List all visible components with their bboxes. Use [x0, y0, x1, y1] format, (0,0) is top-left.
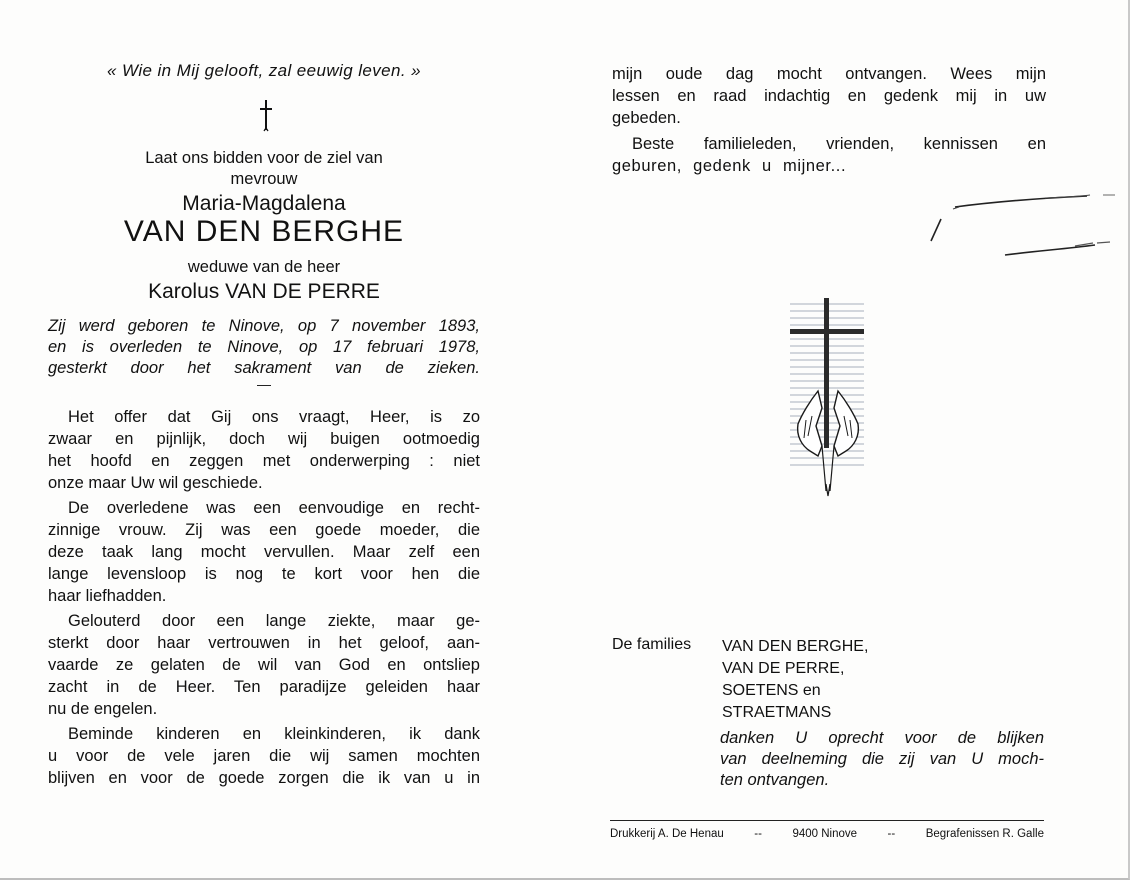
text-line: zinnige vrouw. Zij was een goede moeder, die — [48, 521, 480, 539]
funeral-director: Begrafenissen R. Galle — [925, 828, 1044, 840]
footer-rule — [610, 820, 1044, 821]
text-line: ten ontvangen. — [720, 771, 830, 789]
footer-dash: -- — [887, 828, 896, 840]
family-name: VAN DEN BERGHE, — [722, 638, 869, 655]
text-line: u voor de vele jaren die wij samen mochten — [48, 747, 480, 765]
text-line: onze maar Uw wil geschiede. — [48, 474, 263, 492]
families-list — [722, 636, 868, 724]
text-line: deze taak lang mocht vervullen. Maar zelf een — [48, 543, 480, 561]
text-line: zwaar en pijnlijk, doch wij buigen ootmoedig — [48, 430, 480, 448]
continuation-paragraph — [612, 63, 1046, 129]
text-line: geburen, gedenk u mijner... — [612, 157, 847, 175]
text-line: lange levensloop is nog te kort voor hen die — [48, 565, 480, 583]
date-line: gesterkt door het sakrament van de zieken. — [48, 359, 480, 377]
separator: — — [257, 376, 271, 392]
date-line: en is overleden te Ninove, op 17 februari 1978, — [48, 338, 480, 356]
footer-dash: -- — [754, 828, 762, 840]
family-name: SOETENS en — [722, 682, 821, 699]
title-word: mevrouw — [230, 170, 298, 188]
text-line: lessen en raad indachtig en gedenk mij in uw — [612, 87, 1046, 105]
handwritten-signature — [925, 185, 1120, 265]
printer-city: 9400 Ninove — [792, 828, 858, 840]
first-names: Maria-Magdalena — [182, 192, 346, 215]
motto: « Wie in Mij gelooft, zal eeuwig leven. » — [107, 61, 421, 80]
printer-footer — [610, 828, 1044, 840]
text-line: het hoofd en zeggen met onderwerping : niet — [48, 452, 480, 470]
surname: VAN DEN BERGHE — [123, 215, 405, 248]
dates-block — [48, 316, 480, 379]
date-line: Zij werd geboren te Ninove, op 7 november 1893, — [48, 317, 480, 335]
text-line: mijn oude dag mocht ontvangen. Wees mijn — [612, 65, 1046, 83]
printer-name: Drukkerij A. De Henau — [610, 828, 724, 840]
paragraph — [48, 723, 480, 789]
text-line: Beminde kinderen en kleinkinderen, ik dank — [68, 725, 480, 743]
family-name: STRAETMANS — [722, 704, 832, 721]
husband-name: Karolus VAN DE PERRE — [148, 280, 380, 303]
paragraph — [48, 406, 480, 494]
prayer-intro: Laat ons bidden voor de ziel van — [145, 149, 383, 167]
text-line: gebeden. — [612, 109, 681, 127]
text-line: nu de engelen. — [48, 700, 158, 718]
families-label: De families — [612, 636, 692, 653]
family-name: VAN DE PERRE, — [722, 660, 845, 677]
text-line: Gelouterd door een lange ziekte, maar ge- — [68, 612, 480, 630]
text-line: zacht in de Heer. Ten paradijze geleiden haar — [48, 678, 480, 696]
text-line: sterkt door haar vertrouwen in het geloof, aan- — [48, 634, 480, 652]
widow-of: weduwe van de heer — [187, 258, 341, 276]
paragraph — [48, 497, 480, 607]
text-line: Beste familieleden, vrienden, kennissen en — [632, 135, 1046, 153]
thanks-paragraph — [720, 728, 1044, 791]
text-line: De overledene was een eenvoudige en recht- — [68, 499, 480, 517]
text-line: vaarde ze gelaten de wil van God en ontsliep — [48, 656, 480, 674]
praying-hands-cross-illustration — [788, 296, 868, 501]
cross-icon — [257, 98, 275, 132]
text-line: blijven en voor de goede zorgen die ik van u in — [48, 769, 480, 787]
text-line: danken U oprecht voor de blijken — [720, 729, 1044, 747]
text-line: haar liefhadden. — [48, 587, 167, 605]
paragraph — [48, 610, 480, 720]
text-line: van deelneming die zij van U moch- — [720, 750, 1044, 768]
text-line: Het offer dat Gij ons vraagt, Heer, is zo — [68, 408, 480, 426]
farewell-paragraph — [612, 133, 1046, 177]
